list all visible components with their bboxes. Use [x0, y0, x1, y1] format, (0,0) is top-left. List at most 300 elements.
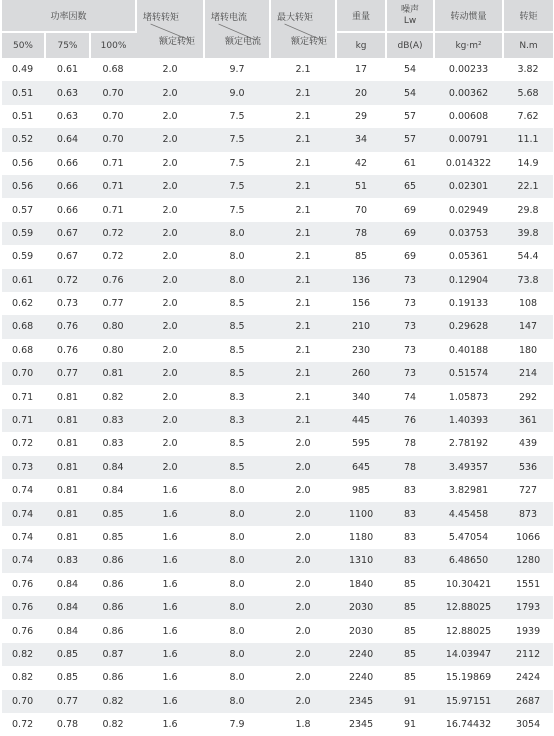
cell-stall-torque-ratio: 1.6 [136, 573, 204, 596]
table-row [2, 198, 553, 221]
cell-pf-50: 0.76 [2, 573, 45, 596]
cell-pf-75: 0.84 [45, 573, 90, 596]
cell-noise: 78 [386, 456, 434, 479]
cell-max-torque-ratio: 2.0 [270, 573, 336, 596]
cell-inertia: 2.78192 [434, 432, 503, 455]
cell-inertia: 12.88025 [434, 596, 503, 619]
header-torque-unit: N.m [504, 31, 553, 58]
cell-max-torque-ratio: 2.0 [270, 432, 336, 455]
cell-noise: 85 [386, 573, 434, 596]
cell-noise: 69 [386, 198, 434, 221]
cell-inertia: 0.03753 [434, 222, 503, 245]
cell-stall-torque-ratio: 1.6 [136, 690, 204, 713]
cell-stall-torque-ratio: 1.6 [136, 596, 204, 619]
cell-pf-100: 0.84 [90, 456, 136, 479]
header-max-torque-bottom: 额定转矩 [291, 37, 328, 47]
cell-weight: 230 [336, 339, 386, 362]
cell-torque: 108 [503, 292, 553, 315]
cell-stall-current-ratio: 8.0 [204, 526, 270, 549]
cell-inertia: 10.30421 [434, 573, 503, 596]
cell-pf-50: 0.71 [2, 385, 45, 408]
cell-stall-torque-ratio: 2.0 [136, 105, 204, 128]
cell-weight: 136 [336, 269, 386, 292]
cell-stall-current-ratio: 8.0 [204, 619, 270, 642]
cell-weight: 20 [336, 81, 386, 104]
cell-stall-torque-ratio: 2.0 [136, 315, 204, 338]
cell-stall-current-ratio: 8.0 [204, 502, 270, 525]
cell-stall-current-ratio: 7.9 [204, 713, 270, 736]
header-pf-50: 50% [2, 32, 45, 58]
cell-pf-100: 0.85 [90, 526, 136, 549]
header-torque [503, 0, 553, 58]
cell-max-torque-ratio: 2.1 [270, 269, 336, 292]
cell-pf-100: 0.76 [90, 269, 136, 292]
cell-stall-torque-ratio: 2.0 [136, 456, 204, 479]
table-row [2, 643, 553, 666]
cell-pf-100: 0.77 [90, 292, 136, 315]
table-row [2, 526, 553, 549]
cell-inertia: 0.014322 [434, 152, 503, 175]
table-row [2, 690, 553, 713]
cell-noise: 69 [386, 245, 434, 268]
cell-pf-75: 0.76 [45, 315, 90, 338]
cell-stall-torque-ratio: 2.0 [136, 245, 204, 268]
cell-pf-50: 0.56 [2, 152, 45, 175]
cell-torque: 1066 [503, 526, 553, 549]
cell-pf-50: 0.57 [2, 198, 45, 221]
cell-noise: 85 [386, 666, 434, 689]
cell-pf-75: 0.67 [45, 245, 90, 268]
cell-torque: 1793 [503, 596, 553, 619]
cell-weight: 2240 [336, 666, 386, 689]
cell-noise: 57 [386, 128, 434, 151]
cell-pf-100: 0.82 [90, 690, 136, 713]
header-stall-current-top: 堵转电流 [211, 13, 248, 23]
cell-inertia: 0.05361 [434, 245, 503, 268]
table-row [2, 245, 553, 268]
cell-max-torque-ratio: 2.0 [270, 479, 336, 502]
cell-max-torque-ratio: 2.1 [270, 152, 336, 175]
cell-noise: 54 [386, 58, 434, 81]
header-inertia-unit: kg·m² [435, 31, 502, 58]
cell-stall-torque-ratio: 2.0 [136, 175, 204, 198]
cell-torque: 11.1 [503, 128, 553, 151]
cell-stall-current-ratio: 9.0 [204, 81, 270, 104]
header-max-torque-ratio [270, 0, 336, 58]
cell-inertia: 0.00233 [434, 58, 503, 81]
table-row [2, 432, 553, 455]
cell-noise: 74 [386, 385, 434, 408]
cell-pf-75: 0.83 [45, 549, 90, 572]
cell-max-torque-ratio: 2.1 [270, 339, 336, 362]
cell-pf-100: 0.71 [90, 198, 136, 221]
cell-pf-50: 0.56 [2, 175, 45, 198]
cell-stall-current-ratio: 8.5 [204, 456, 270, 479]
cell-pf-75: 0.67 [45, 222, 90, 245]
cell-stall-current-ratio: 8.5 [204, 315, 270, 338]
cell-weight: 42 [336, 152, 386, 175]
cell-weight: 78 [336, 222, 386, 245]
cell-stall-current-ratio: 8.0 [204, 596, 270, 619]
cell-pf-50: 0.49 [2, 58, 45, 81]
cell-torque: 29.8 [503, 198, 553, 221]
cell-torque: 147 [503, 315, 553, 338]
table-row [2, 666, 553, 689]
cell-inertia: 0.19133 [434, 292, 503, 315]
cell-pf-100: 0.85 [90, 502, 136, 525]
cell-max-torque-ratio: 2.0 [270, 526, 336, 549]
cell-pf-100: 0.80 [90, 315, 136, 338]
cell-inertia: 0.00791 [434, 128, 503, 151]
cell-pf-75: 0.81 [45, 526, 90, 549]
cell-pf-50: 0.52 [2, 128, 45, 151]
cell-pf-50: 0.68 [2, 339, 45, 362]
cell-stall-current-ratio: 8.0 [204, 222, 270, 245]
cell-inertia: 16.74432 [434, 713, 503, 736]
cell-pf-50: 0.72 [2, 432, 45, 455]
diagonal-divider-icon [271, 0, 335, 58]
cell-noise: 91 [386, 713, 434, 736]
cell-weight: 156 [336, 292, 386, 315]
table-row [2, 502, 553, 525]
cell-noise: 61 [386, 152, 434, 175]
cell-pf-100: 0.71 [90, 152, 136, 175]
cell-torque: 22.1 [503, 175, 553, 198]
cell-max-torque-ratio: 2.1 [270, 315, 336, 338]
header-stall-current-bottom: 额定电流 [225, 37, 262, 47]
cell-inertia: 3.82981 [434, 479, 503, 502]
cell-pf-100: 0.86 [90, 619, 136, 642]
cell-torque: 2687 [503, 690, 553, 713]
cell-max-torque-ratio: 2.0 [270, 456, 336, 479]
cell-max-torque-ratio: 2.1 [270, 245, 336, 268]
cell-stall-current-ratio: 7.5 [204, 198, 270, 221]
cell-pf-100: 0.72 [90, 222, 136, 245]
cell-pf-75: 0.76 [45, 339, 90, 362]
cell-pf-50: 0.76 [2, 596, 45, 619]
cell-pf-100: 0.70 [90, 128, 136, 151]
cell-stall-current-ratio: 8.0 [204, 245, 270, 268]
header-inertia-label: 转动惯量 [450, 12, 487, 22]
cell-pf-100: 0.87 [90, 643, 136, 666]
cell-torque: 3.82 [503, 58, 553, 81]
cell-pf-75: 0.81 [45, 409, 90, 432]
cell-pf-50: 0.51 [2, 81, 45, 104]
table-row [2, 128, 553, 151]
cell-stall-torque-ratio: 1.6 [136, 502, 204, 525]
cell-pf-100: 0.83 [90, 432, 136, 455]
cell-noise: 85 [386, 619, 434, 642]
cell-pf-100: 0.82 [90, 385, 136, 408]
cell-max-torque-ratio: 2.0 [270, 549, 336, 572]
cell-max-torque-ratio: 2.0 [270, 666, 336, 689]
cell-pf-100: 0.86 [90, 573, 136, 596]
cell-pf-75: 0.63 [45, 81, 90, 104]
cell-pf-50: 0.59 [2, 222, 45, 245]
cell-inertia: 0.40188 [434, 339, 503, 362]
cell-pf-100: 0.70 [90, 105, 136, 128]
cell-weight: 17 [336, 58, 386, 81]
cell-pf-100: 0.86 [90, 666, 136, 689]
cell-pf-75: 0.81 [45, 502, 90, 525]
table-row [2, 619, 553, 642]
cell-max-torque-ratio: 2.0 [270, 502, 336, 525]
header-noise-label: 噪声 [401, 4, 420, 15]
cell-pf-75: 0.66 [45, 198, 90, 221]
cell-inertia: 15.97151 [434, 690, 503, 713]
cell-pf-50: 0.74 [2, 549, 45, 572]
cell-pf-100: 0.68 [90, 58, 136, 81]
cell-weight: 340 [336, 385, 386, 408]
cell-weight: 70 [336, 198, 386, 221]
table-row [2, 105, 553, 128]
cell-pf-50: 0.72 [2, 713, 45, 736]
cell-pf-100: 0.80 [90, 339, 136, 362]
cell-pf-75: 0.78 [45, 713, 90, 736]
cell-weight: 1310 [336, 549, 386, 572]
table-row [2, 58, 553, 81]
cell-pf-50: 0.68 [2, 315, 45, 338]
cell-stall-torque-ratio: 1.6 [136, 549, 204, 572]
header-weight-unit: kg [337, 31, 385, 58]
cell-inertia: 5.47054 [434, 526, 503, 549]
table-row [2, 362, 553, 385]
cell-noise: 78 [386, 432, 434, 455]
cell-stall-current-ratio: 7.5 [204, 152, 270, 175]
cell-pf-100: 0.82 [90, 713, 136, 736]
cell-pf-50: 0.74 [2, 502, 45, 525]
cell-noise: 76 [386, 409, 434, 432]
cell-stall-current-ratio: 8.3 [204, 409, 270, 432]
cell-stall-current-ratio: 8.0 [204, 666, 270, 689]
cell-pf-75: 0.63 [45, 105, 90, 128]
cell-inertia: 15.19869 [434, 666, 503, 689]
cell-pf-75: 0.84 [45, 596, 90, 619]
cell-pf-75: 0.61 [45, 58, 90, 81]
cell-stall-torque-ratio: 2.0 [136, 339, 204, 362]
cell-noise: 83 [386, 502, 434, 525]
cell-stall-current-ratio: 8.5 [204, 339, 270, 362]
cell-torque: 214 [503, 362, 553, 385]
cell-pf-75: 0.84 [45, 619, 90, 642]
cell-max-torque-ratio: 2.1 [270, 58, 336, 81]
cell-stall-current-ratio: 8.0 [204, 269, 270, 292]
cell-max-torque-ratio: 2.1 [270, 222, 336, 245]
cell-noise: 83 [386, 549, 434, 572]
cell-pf-50: 0.76 [2, 619, 45, 642]
cell-stall-torque-ratio: 2.0 [136, 292, 204, 315]
cell-stall-torque-ratio: 2.0 [136, 128, 204, 151]
cell-inertia: 1.05873 [434, 385, 503, 408]
cell-stall-torque-ratio: 2.0 [136, 58, 204, 81]
cell-stall-current-ratio: 8.5 [204, 292, 270, 315]
cell-stall-torque-ratio: 2.0 [136, 385, 204, 408]
cell-inertia: 12.88025 [434, 619, 503, 642]
cell-pf-50: 0.62 [2, 292, 45, 315]
table-row [2, 409, 553, 432]
cell-pf-50: 0.70 [2, 362, 45, 385]
cell-torque: 536 [503, 456, 553, 479]
cell-torque: 2112 [503, 643, 553, 666]
cell-max-torque-ratio: 2.1 [270, 175, 336, 198]
cell-torque: 361 [503, 409, 553, 432]
cell-pf-50: 0.82 [2, 643, 45, 666]
cell-pf-100: 0.70 [90, 81, 136, 104]
header-row-1 [2, 0, 553, 32]
cell-pf-75: 0.85 [45, 666, 90, 689]
table-body [2, 58, 553, 736]
cell-max-torque-ratio: 2.1 [270, 128, 336, 151]
cell-inertia: 0.00362 [434, 81, 503, 104]
header-stall-torque-ratio [136, 0, 204, 58]
cell-noise: 83 [386, 526, 434, 549]
cell-stall-current-ratio: 7.5 [204, 128, 270, 151]
cell-torque: 39.8 [503, 222, 553, 245]
cell-inertia: 3.49357 [434, 456, 503, 479]
cell-pf-100: 0.71 [90, 175, 136, 198]
cell-inertia: 6.48650 [434, 549, 503, 572]
header-torque-label: 转矩 [519, 12, 538, 22]
table-row [2, 596, 553, 619]
cell-pf-100: 0.84 [90, 479, 136, 502]
cell-stall-current-ratio: 8.0 [204, 643, 270, 666]
cell-pf-100: 0.83 [90, 409, 136, 432]
cell-weight: 445 [336, 409, 386, 432]
cell-weight: 1180 [336, 526, 386, 549]
cell-noise: 85 [386, 596, 434, 619]
cell-pf-75: 0.64 [45, 128, 90, 151]
cell-pf-50: 0.70 [2, 690, 45, 713]
table-row [2, 292, 553, 315]
table-row [2, 222, 553, 245]
diagonal-divider-icon [205, 0, 269, 58]
cell-weight: 2030 [336, 619, 386, 642]
table-row [2, 456, 553, 479]
table-row [2, 175, 553, 198]
cell-pf-50: 0.82 [2, 666, 45, 689]
cell-max-torque-ratio: 2.1 [270, 198, 336, 221]
cell-torque: 14.9 [503, 152, 553, 175]
header-weight [336, 0, 386, 58]
cell-stall-torque-ratio: 2.0 [136, 222, 204, 245]
cell-stall-torque-ratio: 1.6 [136, 643, 204, 666]
cell-torque: 7.62 [503, 105, 553, 128]
cell-noise: 57 [386, 105, 434, 128]
cell-stall-torque-ratio: 1.6 [136, 713, 204, 736]
cell-torque: 292 [503, 385, 553, 408]
cell-inertia: 0.29628 [434, 315, 503, 338]
cell-max-torque-ratio: 2.1 [270, 292, 336, 315]
cell-max-torque-ratio: 2.0 [270, 619, 336, 642]
cell-stall-torque-ratio: 1.6 [136, 666, 204, 689]
cell-inertia: 4.45458 [434, 502, 503, 525]
cell-pf-75: 0.77 [45, 362, 90, 385]
cell-noise: 73 [386, 269, 434, 292]
cell-max-torque-ratio: 2.0 [270, 643, 336, 666]
cell-max-torque-ratio: 2.0 [270, 596, 336, 619]
cell-noise: 65 [386, 175, 434, 198]
cell-weight: 29 [336, 105, 386, 128]
cell-max-torque-ratio: 2.1 [270, 409, 336, 432]
cell-max-torque-ratio: 1.8 [270, 713, 336, 736]
cell-pf-75: 0.73 [45, 292, 90, 315]
cell-pf-50: 0.59 [2, 245, 45, 268]
cell-noise: 73 [386, 339, 434, 362]
cell-max-torque-ratio: 2.1 [270, 105, 336, 128]
cell-max-torque-ratio: 2.1 [270, 385, 336, 408]
cell-pf-50: 0.61 [2, 269, 45, 292]
cell-pf-50: 0.74 [2, 526, 45, 549]
cell-stall-current-ratio: 8.3 [204, 385, 270, 408]
cell-stall-torque-ratio: 1.6 [136, 619, 204, 642]
cell-max-torque-ratio: 2.0 [270, 690, 336, 713]
cell-noise: 85 [386, 643, 434, 666]
cell-pf-75: 0.81 [45, 432, 90, 455]
cell-weight: 34 [336, 128, 386, 151]
cell-stall-torque-ratio: 2.0 [136, 432, 204, 455]
cell-max-torque-ratio: 2.1 [270, 362, 336, 385]
cell-noise: 83 [386, 479, 434, 502]
cell-noise: 73 [386, 292, 434, 315]
cell-weight: 2345 [336, 690, 386, 713]
header-stall-current-ratio [204, 0, 270, 58]
table-row [2, 713, 553, 736]
cell-torque: 1939 [503, 619, 553, 642]
cell-pf-50: 0.71 [2, 409, 45, 432]
table-row [2, 479, 553, 502]
cell-torque: 73.8 [503, 269, 553, 292]
cell-stall-current-ratio: 8.0 [204, 573, 270, 596]
cell-stall-torque-ratio: 2.0 [136, 269, 204, 292]
cell-torque: 439 [503, 432, 553, 455]
cell-pf-75: 0.81 [45, 385, 90, 408]
cell-torque: 5.68 [503, 81, 553, 104]
cell-stall-current-ratio: 7.5 [204, 175, 270, 198]
cell-weight: 260 [336, 362, 386, 385]
cell-torque: 1551 [503, 573, 553, 596]
cell-torque: 180 [503, 339, 553, 362]
cell-noise: 73 [386, 315, 434, 338]
cell-weight: 985 [336, 479, 386, 502]
cell-pf-100: 0.81 [90, 362, 136, 385]
cell-stall-current-ratio: 9.7 [204, 58, 270, 81]
cell-inertia: 0.12904 [434, 269, 503, 292]
cell-pf-100: 0.86 [90, 549, 136, 572]
cell-pf-75: 0.66 [45, 175, 90, 198]
cell-pf-100: 0.72 [90, 245, 136, 268]
cell-pf-75: 0.81 [45, 456, 90, 479]
table-row [2, 339, 553, 362]
cell-weight: 595 [336, 432, 386, 455]
motor-spec-table [2, 0, 553, 736]
cell-stall-torque-ratio: 1.6 [136, 479, 204, 502]
cell-stall-current-ratio: 8.0 [204, 479, 270, 502]
header-inertia [434, 0, 503, 58]
cell-stall-torque-ratio: 1.6 [136, 526, 204, 549]
table-row [2, 385, 553, 408]
header-pf-75: 75% [45, 32, 90, 58]
cell-torque: 2424 [503, 666, 553, 689]
cell-noise: 54 [386, 81, 434, 104]
table-row [2, 573, 553, 596]
cell-max-torque-ratio: 2.1 [270, 81, 336, 104]
cell-noise: 73 [386, 362, 434, 385]
cell-pf-75: 0.66 [45, 152, 90, 175]
table-row [2, 549, 553, 572]
cell-pf-75: 0.81 [45, 479, 90, 502]
cell-inertia: 0.02301 [434, 175, 503, 198]
header-stall-torque-top: 堵转转矩 [143, 13, 180, 23]
